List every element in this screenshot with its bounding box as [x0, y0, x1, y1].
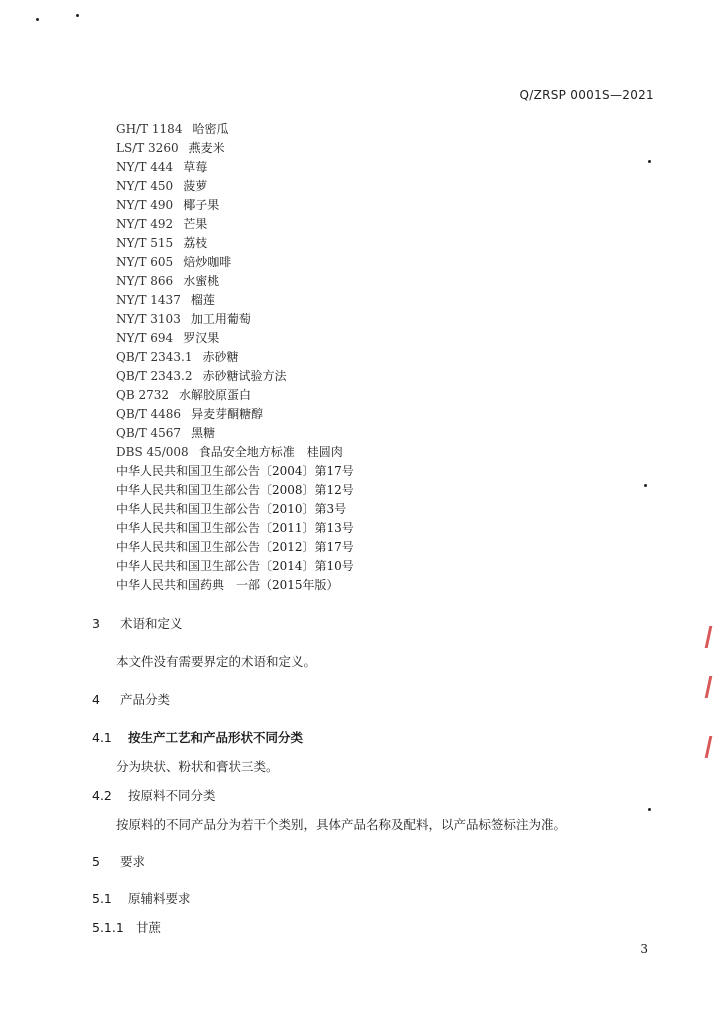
reference-item [116, 139, 354, 158]
section-title: 按生产工艺和产品形状不同分类 [127, 730, 303, 745]
scan-speck [76, 14, 79, 17]
reference-item [116, 519, 354, 538]
reference-item [116, 462, 354, 481]
reference-item [116, 557, 354, 576]
reference-item [116, 234, 354, 253]
section-3-heading [92, 614, 183, 632]
reference-code: QB 2732 [116, 388, 170, 402]
reference-code: NY/T 492 [116, 217, 174, 231]
red-stamp-fragment [705, 736, 720, 758]
section-number: 5 [92, 854, 100, 869]
reference-name: 哈密瓜 [192, 122, 229, 136]
reference-name: 中华人民共和国卫生部公告〔2012〕第17号 [116, 540, 354, 554]
reference-name: 罗汉果 [183, 331, 220, 345]
reference-name: 燕麦米 [188, 141, 225, 155]
reference-item [116, 424, 354, 443]
reference-name: 中华人民共和国卫生部公告〔2011〕第13号 [116, 521, 354, 535]
reference-item [116, 196, 354, 215]
section-4-heading [92, 690, 170, 708]
section-5-1-1-heading [92, 918, 161, 936]
reference-code: DBS 45/008 [116, 445, 189, 459]
reference-name: 赤砂糖试验方法 [202, 369, 287, 383]
page-number: 3 [640, 942, 648, 956]
reference-name: 焙炒咖啡 [183, 255, 232, 269]
red-stamp-fragment [705, 626, 720, 648]
scan-speck [36, 18, 39, 21]
scan-speck [648, 808, 651, 811]
reference-name: 草莓 [183, 160, 208, 174]
section-5-heading [92, 852, 145, 870]
reference-item [116, 215, 354, 234]
reference-name: 荔枝 [183, 236, 208, 250]
reference-name: 榴莲 [190, 293, 215, 307]
reference-code: GH/T 1184 [116, 122, 183, 136]
reference-item [116, 329, 354, 348]
reference-code: NY/T 515 [116, 236, 174, 250]
reference-item [116, 443, 354, 462]
reference-name: 中华人民共和国卫生部公告〔2004〕第17号 [116, 464, 354, 478]
reference-code: LS/T 3260 [116, 141, 179, 155]
reference-item [116, 481, 354, 500]
reference-name: 水蜜桃 [183, 274, 220, 288]
section-number: 5.1 [92, 891, 112, 906]
reference-item [116, 253, 354, 272]
reference-code: NY/T 605 [116, 255, 174, 269]
reference-code: NY/T 1437 [116, 293, 181, 307]
section-title: 原辅料要求 [127, 891, 191, 906]
reference-item [116, 177, 354, 196]
reference-item [116, 291, 354, 310]
section-title: 要求 [119, 854, 145, 869]
reference-name: 中华人民共和国卫生部公告〔2008〕第12号 [116, 483, 354, 497]
reference-code: QB/T 2343.1 [116, 350, 193, 364]
reference-name: 中华人民共和国药典 一部（2015年版） [116, 578, 339, 592]
reference-item [116, 576, 354, 595]
reference-code: NY/T 444 [116, 160, 174, 174]
reference-name: 加工用葡萄 [190, 312, 251, 326]
reference-item [116, 367, 354, 386]
reference-item [116, 272, 354, 291]
reference-item [116, 405, 354, 424]
reference-code: NY/T 694 [116, 331, 174, 345]
reference-code: NY/T 3103 [116, 312, 181, 326]
reference-name: 赤砂糖 [202, 350, 239, 364]
section-number: 4.2 [92, 788, 112, 803]
reference-item [116, 500, 354, 519]
section-4-2-text: 按原料的不同产品分为若干个类别，具体产品名称及配料，以产品标签标注为准。 [116, 817, 567, 832]
section-title: 术语和定义 [119, 616, 183, 631]
reference-code: QB/T 2343.2 [116, 369, 193, 383]
reference-item [116, 310, 354, 329]
section-number: 5.1.1 [92, 920, 124, 935]
section-4-1-heading [92, 728, 303, 746]
reference-name: 异麦芽酮糖醇 [191, 407, 264, 421]
reference-name: 椰子果 [183, 198, 220, 212]
section-5-1-heading [92, 889, 191, 907]
reference-item [116, 348, 354, 367]
normative-references-list [116, 120, 354, 595]
reference-name: 芒果 [183, 217, 208, 231]
reference-item [116, 120, 354, 139]
reference-name: 菠萝 [183, 179, 208, 193]
red-stamp-fragment [705, 676, 720, 698]
section-number: 4.1 [92, 730, 112, 745]
reference-item [116, 158, 354, 177]
scan-speck [648, 160, 651, 163]
reference-name: 中华人民共和国卫生部公告〔2014〕第10号 [116, 559, 354, 573]
reference-item [116, 386, 354, 405]
section-number: 3 [92, 616, 100, 631]
section-4-2-heading [92, 786, 216, 804]
section-4-1-text: 分为块状、粉状和膏状三类。 [116, 759, 279, 774]
reference-code: NY/T 866 [116, 274, 174, 288]
reference-name: 水解胶原蛋白 [179, 388, 252, 402]
scan-speck [644, 484, 647, 487]
reference-code: NY/T 490 [116, 198, 174, 212]
reference-name: 黑糖 [191, 426, 216, 440]
reference-name: 中华人民共和国卫生部公告〔2010〕第3号 [116, 502, 347, 516]
section-title: 甘蔗 [135, 920, 161, 935]
standard-code: Q/ZRSP 0001S—2021 [519, 88, 654, 102]
section-number: 4 [92, 692, 100, 707]
reference-name: 食品安全地方标准 桂圆肉 [198, 445, 343, 459]
reference-item [116, 538, 354, 557]
section-title: 产品分类 [119, 692, 170, 707]
reference-code: NY/T 450 [116, 179, 174, 193]
section-title: 按原料不同分类 [127, 788, 216, 803]
section-3-text: 本文件没有需要界定的术语和定义。 [116, 654, 317, 669]
reference-code: QB/T 4567 [116, 426, 182, 440]
reference-code: QB/T 4486 [116, 407, 182, 421]
